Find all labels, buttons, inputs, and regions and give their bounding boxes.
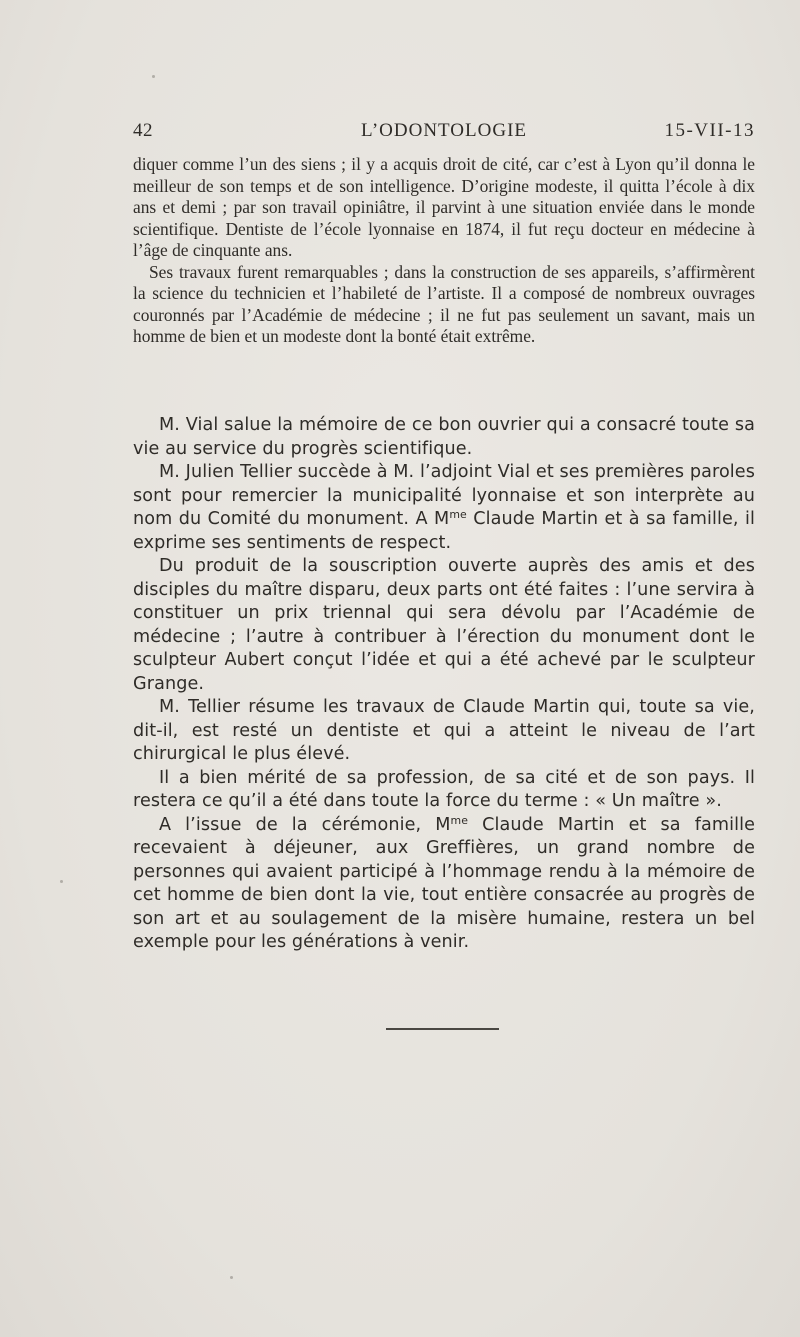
issue-date: 15-VII-13 xyxy=(664,120,755,141)
report-text: Claude Martin et à sa famille, il exprime ses sentiments de respect. xyxy=(133,509,755,553)
paper-speck xyxy=(152,75,155,78)
report-paragraph: Du produit de la souscription ouverte auprès des amis et des disciples du maître disparu, deux parts ont été faites : l’une servira à constituer un prix triennal qui sera dévolu par l’Académie de médecine ; l’autre à contribuer à l’érection du monument dont le sculpteur Aubert conçut l’idée et qui a été achevé par le sculpteur Grange. xyxy=(133,556,755,694)
biography-text xyxy=(133,154,755,348)
journal-title: L’ODONTOLOGIE xyxy=(360,120,528,141)
page-number: 42 xyxy=(133,120,153,141)
running-header xyxy=(133,120,755,144)
report-text: Claude Martin et sa famille recevaient à déjeuner, aux Greffières, un grand nombre de personnes qui avaient participé à l’hommage rendu à la mémoire de cet homme de bien dont la vie, tout entière consacrée au progrès de son art et au soulagement de la misère humaine, restera un bel exemple pour les générations à venir. xyxy=(133,814,755,952)
report-paragraph xyxy=(133,461,755,555)
report-text: M. Julien Tellier succède à M. l’adjoint Vial et ses premières paroles sont pour remercier la municipalité lyonnaise et son interprète au nom du Comité du monument. A M xyxy=(133,462,755,529)
biography-paragraph: Ses travaux furent remarquables ; dans la construction de ses appareils, s’affirmèrent la science du technicien et l’habileté de l’artiste. Il a composé de nombreux ouvrages couronnés par l’Académie de médecine ; il ne fut pas seulement un savant, mais un homme de bien et un modeste dont la bonté était extrême. xyxy=(133,261,755,346)
biography-paragraph: diquer comme l’un des siens ; il y a acquis droit de cité, car c’est à Lyon qu’il donna le meilleur de son temps et de son intelligence. D’origine modeste, il quitta l’école à dix ans et demi ; par son travail opiniâtre, il parvint à une situation enviée dans le monde scientifique. Dentiste de l’école lyonnaise en 1874, il fut reçu docteur en médecine à l’âge de cinquante ans. xyxy=(133,154,755,260)
ceremony-report xyxy=(133,414,755,955)
paper-speck xyxy=(60,880,63,883)
superscript-abbreviation: me xyxy=(449,508,467,521)
report-paragraph: M. Tellier résume les travaux de Claude Martin qui, toute sa vie, dit-il, est resté un dentiste et qui a atteint le niveau de l’art chirurgical le plus élevé. xyxy=(133,697,755,764)
section-divider xyxy=(386,1028,499,1030)
report-paragraph: M. Vial salue la mémoire de ce bon ouvrier qui a consacré toute sa vie au service du progrès scientifique. xyxy=(133,415,755,459)
report-paragraph xyxy=(133,814,755,955)
paper-speck xyxy=(230,1276,233,1279)
report-text: A l’issue de la cérémonie, M xyxy=(159,814,451,835)
report-paragraph: Il a bien mérité de sa profession, de sa cité et de son pays. Il restera ce qu’il a été dans toute la force du terme : « Un maître ». xyxy=(133,767,755,811)
superscript-abbreviation: me xyxy=(450,813,469,827)
